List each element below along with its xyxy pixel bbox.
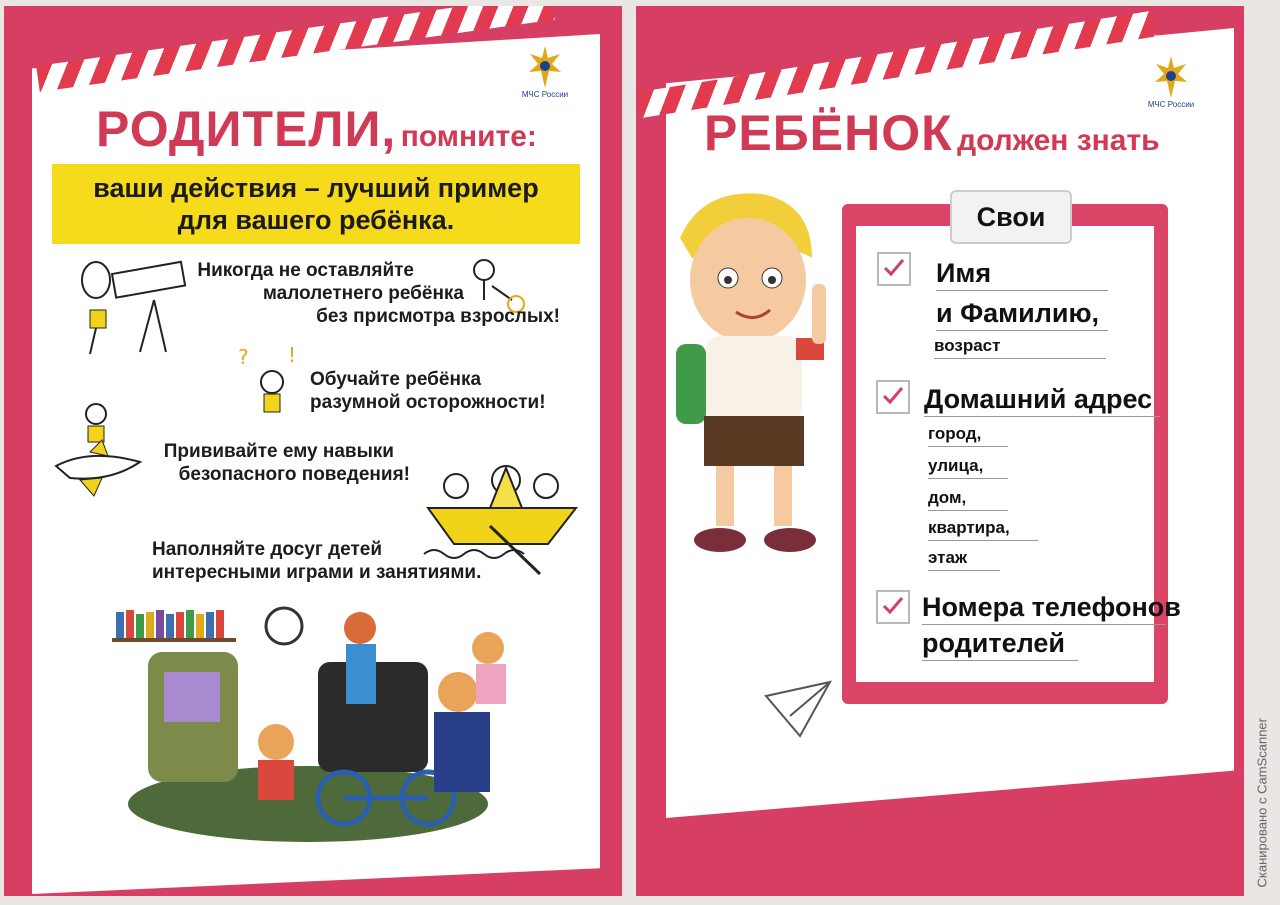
address-street: улица, (928, 454, 1008, 479)
emblem-caption: МЧС России (1147, 100, 1195, 109)
tip-supervision (196, 259, 560, 328)
eagle-emblem-icon (1154, 54, 1188, 100)
title-must-know: должен знать (957, 124, 1160, 157)
paper-plane-icon (760, 676, 840, 746)
address-city: город, (928, 422, 1008, 447)
thinking-child-illustration (236, 346, 306, 426)
title-parents: РОДИТЕЛИ, (96, 101, 397, 157)
emblem-caption: МЧС России (521, 90, 569, 99)
parents-title (96, 100, 537, 158)
list-tab: Свои (950, 190, 1072, 244)
svg-text:?: ? (238, 346, 249, 369)
tip-line: Никогда не оставляйте (197, 260, 414, 281)
telescope-figure-illustration (74, 252, 204, 362)
banner-line-2: для вашего ребёнка. (177, 205, 455, 235)
tip-line: Прививайте ему навыки (163, 441, 394, 462)
item-address: Домашний адрес (924, 382, 1160, 417)
tip-line: разумной осторожности! (310, 392, 546, 413)
title-remember: помните: (400, 120, 537, 153)
tip-caution (310, 368, 570, 414)
boy-illustration (662, 188, 852, 578)
tip-leisure (152, 538, 532, 584)
checkmark-icon (883, 258, 905, 278)
yellow-banner (52, 164, 580, 244)
tip-line: Обучайте ребёнка (310, 369, 482, 390)
checkbox-phones (876, 590, 910, 624)
item-name: Имя (936, 256, 1108, 291)
item-parents: родителей (922, 626, 1078, 661)
mchs-emblem-left (520, 44, 570, 99)
svg-text:!: ! (288, 346, 297, 367)
eagle-emblem-icon (528, 44, 562, 90)
checkmark-icon (882, 386, 904, 406)
watermark-text: Сканировано с CamScanner (1254, 718, 1270, 888)
address-apartment: квартира, (928, 516, 1038, 541)
item-phones: Номера телефонов (922, 590, 1166, 625)
checkmark-icon (882, 596, 904, 616)
tip-line: малолетнего ребёнка (262, 283, 464, 304)
child-title (704, 104, 1160, 162)
address-house: дом, (928, 486, 1008, 511)
mchs-emblem-right (1146, 54, 1196, 109)
title-child: РЕБЁНОК (704, 105, 953, 161)
item-surname: и Фамилию, (936, 296, 1108, 331)
item-age: возраст (934, 334, 1106, 359)
checkbox-address (876, 380, 910, 414)
tip-safe-behavior (120, 440, 410, 486)
checkbox-name (877, 252, 911, 286)
banner-line-1: ваши действия – лучший пример (93, 173, 539, 203)
tip-line: Наполняйте досуг детей (152, 539, 383, 560)
tip-line: без присмотра взрослых! (316, 306, 560, 327)
family-room-illustration (108, 592, 548, 852)
tip-line: интересными играми и занятиями. (152, 562, 482, 583)
tip-line: безопасного поведения! (178, 464, 410, 485)
camscanner-watermark (1252, 660, 1272, 900)
address-floor: этаж (928, 546, 1000, 571)
